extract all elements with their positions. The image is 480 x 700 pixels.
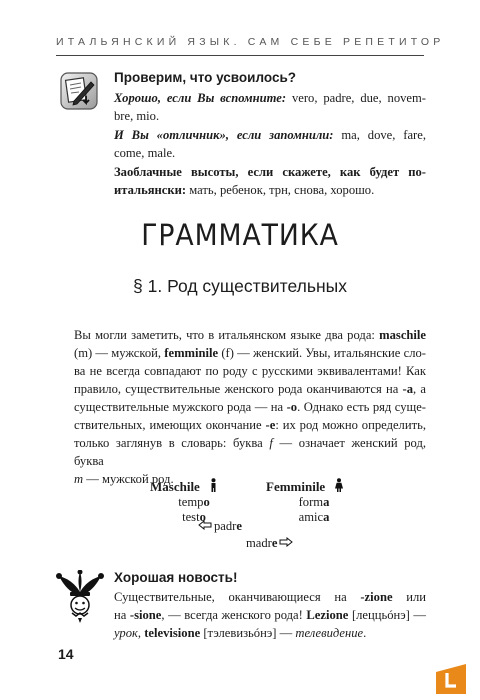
main-line-4-text-b: , а — [413, 382, 426, 396]
news-line-3-end: . — [363, 626, 367, 640]
masculine-word — [150, 495, 238, 511]
feminine-header-label: Femminile — [266, 479, 326, 494]
check-line-1-label: Хорошо, если Вы вспомните: — [114, 91, 287, 105]
news-line-2 — [114, 606, 426, 624]
word-ending: o — [199, 510, 206, 524]
main-line-7 — [74, 434, 426, 470]
ending-a: -a — [402, 382, 414, 396]
header-divider — [56, 55, 424, 56]
letter-m: m — [74, 472, 84, 486]
arrow-left-icon — [198, 520, 212, 530]
news-line-2-text-b: , — всегда женского рода! — [161, 608, 307, 622]
main-line-1 — [74, 326, 426, 344]
news-box-body — [114, 588, 426, 642]
news-line-3-sep: , — [137, 626, 145, 640]
term-lezione: Lezione — [306, 608, 349, 622]
check-box-body — [114, 90, 426, 200]
news-line-1-text-a: Существительные, оканчивающиеся на — [114, 590, 361, 604]
main-line-5-text-a: существительные мужского рода — на — [74, 400, 287, 414]
word-stem: madr — [246, 536, 272, 550]
ending-e: -e — [265, 418, 276, 432]
padre-row — [198, 519, 242, 534]
jester-icon — [56, 570, 104, 626]
ending-sione: -sione — [129, 608, 162, 622]
main-line-2 — [74, 344, 426, 362]
check-line-1-cont: bre, mio. — [114, 108, 160, 123]
check-line-3-label: Заоблачные высоты, если скажете, как будет по- — [114, 165, 426, 180]
ending-o: -o — [286, 400, 298, 414]
running-header: ИТАЛЬЯНСКИЙ ЯЗЫК. САМ СЕБЕ РЕПЕТИТОР — [56, 36, 445, 48]
check-box-title: Проверим, что усвоилось? — [114, 70, 296, 85]
word-ending: e — [236, 519, 242, 533]
main-line-3: ва не всегда совпадают по роду с русскими эквивалентами! Как — [74, 364, 426, 378]
news-line-2-text-c: [леццьóнэ] — — [348, 608, 427, 622]
main-line-8-text: — мужской род. — [83, 472, 174, 486]
main-line-2-text-a: (m) — мужской, — [74, 346, 165, 360]
pencil-paper-icon — [60, 72, 98, 110]
arrow-right-icon — [279, 537, 293, 547]
main-line-6 — [74, 416, 426, 434]
check-line-2-words: ma, dove, fare, — [333, 128, 426, 143]
page-number: 14 — [58, 646, 74, 662]
feminine-header — [266, 478, 362, 495]
main-line-8 — [74, 470, 426, 488]
check-line-1-words: vero, padre, due, novem- — [286, 91, 426, 105]
letter-f: f — [269, 436, 273, 450]
term-maschile: maschile — [379, 328, 426, 342]
main-text — [74, 326, 426, 488]
check-line-2-cont: come, male. — [114, 145, 176, 160]
feminine-word — [266, 510, 362, 526]
translation-urok: урок — [114, 626, 138, 640]
main-line-5-text-b: . Однако есть ряд суще- — [297, 400, 426, 414]
news-line-3 — [114, 624, 426, 642]
word-stem: amic — [298, 510, 324, 524]
word-stem: form — [298, 494, 324, 509]
main-line-7-text-b: — означает женский род, буква — [74, 436, 427, 468]
news-line-3-text: [тэлевизьóнэ] — — [200, 626, 296, 640]
check-line-3-cont — [114, 182, 426, 200]
check-line-3 — [114, 164, 426, 182]
paragraph-title: § 1. Род существительных — [133, 276, 347, 296]
news-line-1-text-b: или — [392, 590, 426, 604]
word-ending: a — [323, 494, 330, 509]
main-line-1-text: Вы могли заметить, что в итальянском языке два рода: — [74, 328, 380, 342]
term-televisione: televisione — [144, 626, 201, 640]
word-ending: e — [271, 536, 278, 550]
feminine-column — [266, 478, 362, 526]
main-line-4 — [74, 380, 426, 398]
word-stem: temp — [178, 494, 204, 509]
main-line-6-text-a: ствительных, имеющих окончание — [74, 418, 266, 432]
news-line-2-text-a: на — [114, 608, 130, 622]
word-stem: padr — [214, 519, 237, 533]
ending-zione: -zione — [360, 590, 393, 604]
check-line-2-label: И Вы «отличник», если запомнили: — [114, 128, 334, 143]
female-figure-icon — [334, 478, 344, 492]
main-line-2-text-b: (f) — женский. Увы, итальянские сло- — [218, 346, 426, 360]
check-line-2 — [114, 127, 426, 145]
check-line-1 — [114, 90, 426, 108]
main-line-6-text-b: : их род можно определить, — [275, 418, 426, 432]
word-stem: test — [182, 510, 200, 524]
male-figure-icon — [209, 478, 218, 492]
main-line-4-text-a: правило, существительные женского рода оканчиваются на — [74, 382, 403, 396]
word-ending: a — [323, 510, 330, 524]
section-title: ГРАММАТИКА — [141, 218, 339, 252]
main-line-5 — [74, 398, 426, 416]
check-line-3-words: мать, ребенок, трн, снова, хорошо. — [186, 182, 375, 197]
check-line-3-label-cont: итальянски: — [114, 182, 187, 197]
term-femminile: femminile — [164, 346, 219, 360]
news-line-1 — [114, 588, 426, 606]
masculine-header-label: Maschile — [150, 479, 200, 494]
litres-logo — [436, 664, 466, 694]
masculine-header — [150, 478, 238, 495]
word-ending: o — [203, 494, 210, 509]
translation-televidenie: телевидение — [295, 626, 364, 640]
news-box-title: Хорошая новость! — [114, 570, 238, 585]
main-line-7-text-a: только заглянув в словарь: буква — [74, 436, 270, 450]
madre-row — [246, 536, 293, 551]
feminine-word — [266, 495, 362, 511]
